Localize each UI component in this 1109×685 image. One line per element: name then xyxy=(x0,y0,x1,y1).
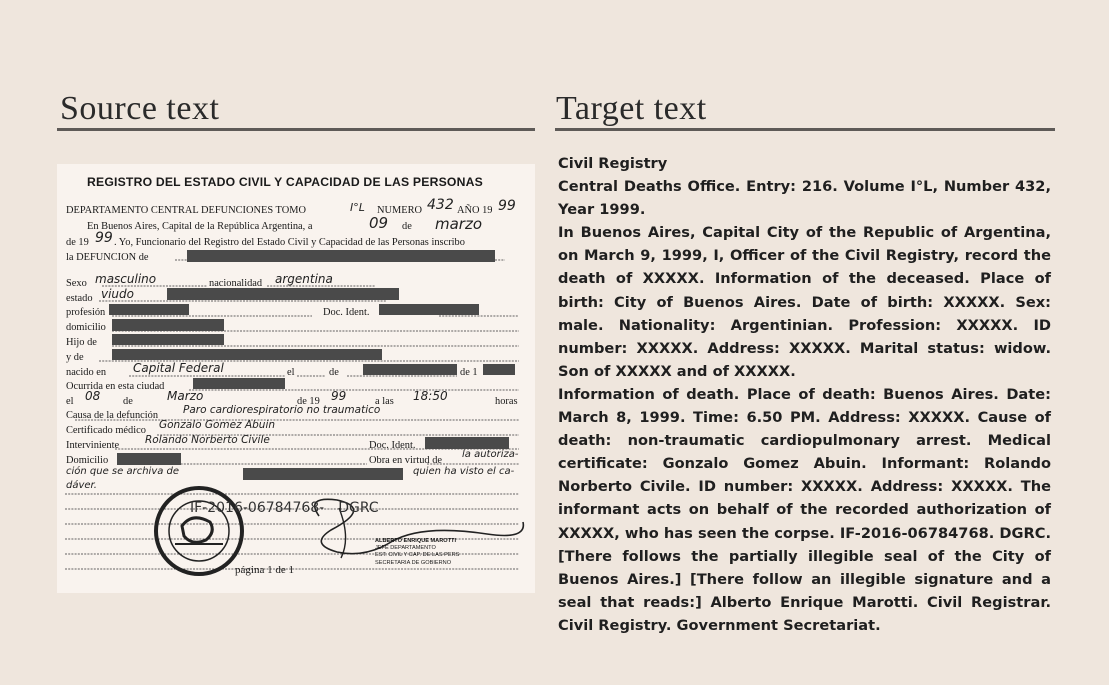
doc-sexo-label: Sexo xyxy=(66,278,87,289)
hw-nacido: Capital Federal xyxy=(133,361,224,375)
hw-tomo: I°L xyxy=(350,201,365,214)
hw-ano: 99 xyxy=(498,198,516,214)
hw-daver: dáver. xyxy=(66,480,97,491)
hw-cion: ción que se archiva de xyxy=(66,466,180,477)
hw-interviniente: Rolando Norberto Civile xyxy=(145,434,270,446)
doc-de-label: de xyxy=(402,221,412,232)
doc-estado-label: estado xyxy=(66,293,93,304)
doc-nacionalidad-label: nacionalidad xyxy=(209,278,263,289)
hw-hora: 18:50 xyxy=(413,389,448,403)
hw-dia2: 08 xyxy=(85,389,101,403)
doc-interviniente-label: Interviniente xyxy=(66,440,120,451)
doc-ocurrida-label: Ocurrida en esta ciudad xyxy=(66,381,165,392)
doc-ano-label: AÑO 19 xyxy=(457,205,493,216)
target-heading-rule xyxy=(555,128,1055,131)
hw-causa: Paro cardiorespiratorio no traumatico xyxy=(183,404,381,416)
doc-line-funcionario: . Yo, Funcionario del Registro del Estado Civil y Capacidad de las Personas inscribo xyxy=(114,237,465,248)
if-number: IF-2016-06784768- DGRC xyxy=(190,500,379,516)
document-title: REGISTRO DEL ESTADO CIVIL Y CAPACIDAD DE LAS PERSONAS xyxy=(87,175,483,189)
doc-de19-label: de 19 xyxy=(66,237,89,248)
doc-el2-label: el xyxy=(66,396,74,407)
page-indicator: página 1 de 1 xyxy=(235,564,294,576)
hw-ano2: 99 xyxy=(331,389,347,403)
hw-sexo: masculino xyxy=(95,272,157,286)
doc-el-label: el xyxy=(287,367,295,378)
doc-domicilio-label: domicilio xyxy=(66,322,106,333)
target-paragraph-1: Civil Registry xyxy=(558,155,668,172)
doc-causa-label: Causa de la defunción xyxy=(66,410,159,421)
hw-nacionalidad: argentina xyxy=(275,272,333,286)
doc-profesion-label: profesión xyxy=(66,307,106,318)
official-stamp: ALBERTO ENRIQUE MAROTTI JEFE DEPARTAMENTO EST. CIVIL Y CAP. DE LAS PERS SECRETARIA DE GOBIERNO xyxy=(375,538,460,566)
doc-obra-label: Obra en virtud de xyxy=(369,455,442,466)
target-paragraph-2: Central Deaths Office. Entry: 216. Volume I°L, Number 432, Year 1999. xyxy=(558,178,1051,219)
doc-docident2-label: Doc. Ident. xyxy=(369,440,416,451)
hw-mes2: Marzo xyxy=(167,389,204,403)
doc-line-tomo: DEPARTAMENTO CENTRAL DEFUNCIONES TOMO xyxy=(66,205,306,216)
doc-alas-label: a las xyxy=(375,396,394,407)
doc-de19b-label: de 19 xyxy=(297,396,320,407)
hw-quien: quien ha visto el ca- xyxy=(413,466,515,477)
hw-year: 99 xyxy=(95,230,113,246)
hw-obra: la autoriza- xyxy=(462,449,519,460)
doc-defuncion-label: la DEFUNCION de xyxy=(66,252,149,263)
target-text xyxy=(558,152,1051,637)
doc-numero-label: NUMERO xyxy=(377,205,423,216)
doc-yde-label: y de xyxy=(66,352,84,363)
doc-nacido-label: nacido en xyxy=(66,367,107,378)
target-paragraph-4: Information of death. Place of death: Buenos Aires. Date: March 8, 1999. Time: 6.50 PM. Address: XXXXX. Cause of death: non-traumatic cardiopulmonary arrest. Medical certificate: Gonzalo Gomez Abuin. Informant: Rolando Norberto Civile. ID number: XXXXX. Address: XXXXX. The informant acts on behalf of the recorded authorization of XXXXX, who has seen the corpse. IF-2016-06784768. DGRC. [There follows the partially illegible seal of the City of Buenos Aires.] [There follow an illegible signature and a seal that reads:] Alberto Enrique Marotti. Civil Registrar. Civil Registry. Government Secretariat. xyxy=(558,385,1051,634)
hw-certificado: Gonzalo Gomez Abuin xyxy=(159,419,276,431)
hw-numero: 432 xyxy=(427,197,454,213)
doc-docident-label: Doc. Ident. xyxy=(323,307,370,318)
doc-horas-label: horas xyxy=(495,396,518,407)
doc-de1-label: de 1 xyxy=(460,367,478,378)
doc-certificado-label: Certificado médico xyxy=(66,425,146,436)
hw-estado: viudo xyxy=(101,287,134,301)
hw-dia: 09 xyxy=(369,214,389,232)
source-document-image xyxy=(57,164,535,593)
doc-de3-label: de xyxy=(123,396,133,407)
hw-mes: marzo xyxy=(435,215,483,233)
doc-hijo-label: Hijo de xyxy=(66,337,97,348)
source-heading-rule xyxy=(57,128,535,131)
doc-de2-label: de xyxy=(329,367,339,378)
doc-line-buenos-aires: En Buenos Aires, Capital de la República Argentina, a xyxy=(87,221,313,232)
target-heading: Target text xyxy=(556,90,707,127)
source-heading: Source text xyxy=(60,90,220,127)
doc-domicilio2-label: Domicilio xyxy=(66,455,109,466)
target-paragraph-3: In Buenos Aires, Capital City of the Republic of Argentina, on March 9, 1999, I, Officer of the Civil Registry, record the death of XXXXX. Information of the deceased. Place of birth: City of Buenos Aires. Date of birth: XXXXX. Sex: male. Nationality: Argentinian. Profession: XXXXX. ID number: XXXXX. Address: XXXXX. Marital status: widow. Son of XXXXX and of XXXXX. xyxy=(558,224,1051,380)
